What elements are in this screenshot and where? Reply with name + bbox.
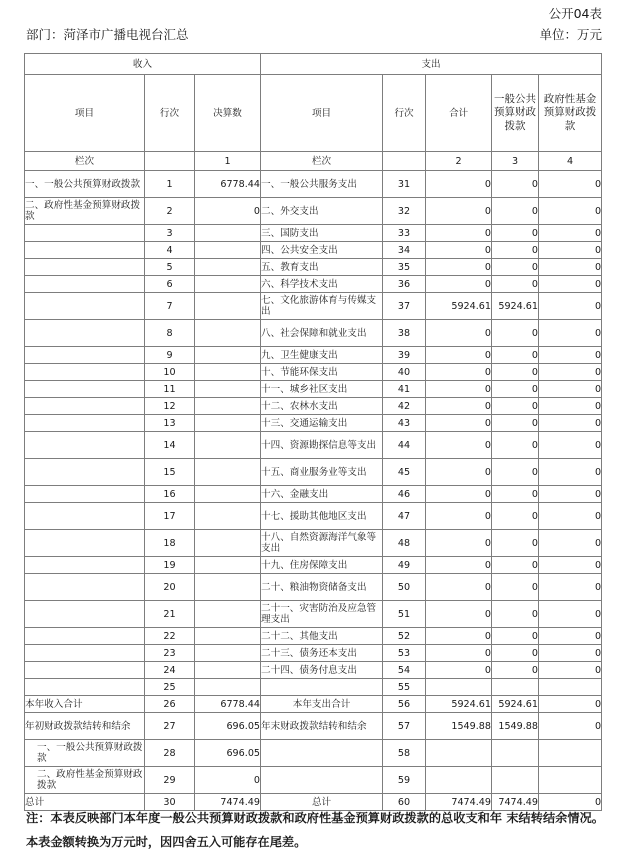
cell-general-public-budget: 0 [492, 662, 539, 679]
cell-expenditure-total: 7474.49 [426, 794, 492, 811]
cell-income-item [25, 645, 145, 662]
cell-expenditure-row-number: 37 [383, 293, 426, 320]
cell-expenditure-row-number: 38 [383, 320, 426, 347]
table-row [25, 767, 602, 794]
cell-income-amount [195, 679, 261, 696]
cell-expenditure-item: 年末财政拨款结转和结余 [261, 713, 383, 740]
cell-expenditure-item: 本年支出合计 [261, 696, 383, 713]
cell-expenditure-row-number: 33 [383, 225, 426, 242]
cell-expenditure-row-number: 60 [383, 794, 426, 811]
cell-general-public-budget [492, 767, 539, 794]
cell-government-fund-budget: 0 [539, 415, 602, 432]
cell-government-fund-budget [539, 679, 602, 696]
table-column-header-row [25, 75, 602, 152]
cell-expenditure-item: 三、国防支出 [261, 225, 383, 242]
table-row [25, 198, 602, 225]
cell-general-public-budget: 5924.61 [492, 696, 539, 713]
cell-expenditure-row-number: 31 [383, 171, 426, 198]
cell-general-public-budget: 0 [492, 601, 539, 628]
cell-income-amount [195, 486, 261, 503]
table-row [25, 432, 602, 459]
cell-general-public-budget: 5924.61 [492, 293, 539, 320]
cell-expenditure-item: 六、科学技术支出 [261, 276, 383, 293]
cell-expenditure-item: 二、外交支出 [261, 198, 383, 225]
table-row [25, 225, 602, 242]
cell-income-item [25, 347, 145, 364]
cell-expenditure-row-number: 54 [383, 662, 426, 679]
cell-expenditure-row-number: 41 [383, 381, 426, 398]
cell-expenditure-total: 0 [426, 662, 492, 679]
cell-income-amount [195, 557, 261, 574]
cell-income-item [25, 242, 145, 259]
cell-general-public-budget: 0 [492, 645, 539, 662]
table-row [25, 259, 602, 276]
cell-income-item [25, 432, 145, 459]
lane-number-total: 2 [426, 152, 492, 171]
cell-expenditure-item: 总计 [261, 794, 383, 811]
cell-expenditure-row-number: 56 [383, 696, 426, 713]
cell-general-public-budget: 0 [492, 486, 539, 503]
cell-expenditure-row-number: 42 [383, 398, 426, 415]
cell-expenditure-row-number: 59 [383, 767, 426, 794]
cell-government-fund-budget: 0 [539, 347, 602, 364]
cell-income-item [25, 628, 145, 645]
cell-expenditure-total: 0 [426, 276, 492, 293]
cell-expenditure-row-number: 44 [383, 432, 426, 459]
cell-income-item [25, 662, 145, 679]
cell-expenditure-total: 5924.61 [426, 696, 492, 713]
cell-expenditure-row-number: 51 [383, 601, 426, 628]
cell-income-item: 一、一般公共预算财政拨款 [25, 740, 145, 767]
cell-general-public-budget: 0 [492, 415, 539, 432]
cell-income-item [25, 259, 145, 276]
cell-expenditure-item [261, 740, 383, 767]
cell-income-row-number: 14 [145, 432, 195, 459]
cell-expenditure-item: 一、一般公共服务支出 [261, 171, 383, 198]
cell-government-fund-budget: 0 [539, 486, 602, 503]
cell-general-public-budget [492, 679, 539, 696]
cell-expenditure-row-number: 39 [383, 347, 426, 364]
column-header-item-income: 项目 [25, 75, 145, 152]
table-row [25, 645, 602, 662]
cell-expenditure-total: 5924.61 [426, 293, 492, 320]
cell-income-item [25, 320, 145, 347]
cell-government-fund-budget: 0 [539, 320, 602, 347]
cell-expenditure-row-number: 35 [383, 259, 426, 276]
cell-government-fund-budget [539, 767, 602, 794]
cell-income-row-number: 29 [145, 767, 195, 794]
table-row [25, 398, 602, 415]
cell-expenditure-item: 十二、农林水支出 [261, 398, 383, 415]
cell-general-public-budget: 0 [492, 530, 539, 557]
cell-income-row-number: 22 [145, 628, 195, 645]
table-group-header-row [25, 54, 602, 75]
cell-expenditure-item: 二十、粮油物资储备支出 [261, 574, 383, 601]
cell-government-fund-budget: 0 [539, 459, 602, 486]
table-row [25, 574, 602, 601]
cell-government-fund-budget: 0 [539, 503, 602, 530]
cell-income-row-number: 18 [145, 530, 195, 557]
cell-general-public-budget [492, 740, 539, 767]
cell-expenditure-row-number: 57 [383, 713, 426, 740]
cell-general-public-budget: 0 [492, 171, 539, 198]
cell-income-item [25, 557, 145, 574]
cell-general-public-budget: 7474.49 [492, 794, 539, 811]
cell-general-public-budget: 0 [492, 242, 539, 259]
cell-income-amount [195, 276, 261, 293]
cell-expenditure-total: 0 [426, 557, 492, 574]
cell-income-row-number: 12 [145, 398, 195, 415]
cell-expenditure-row-number: 46 [383, 486, 426, 503]
cell-income-row-number: 25 [145, 679, 195, 696]
cell-expenditure-item: 十四、资源勘探信息等支出 [261, 432, 383, 459]
cell-government-fund-budget: 0 [539, 574, 602, 601]
table-row [25, 713, 602, 740]
cell-income-item [25, 364, 145, 381]
cell-expenditure-total: 0 [426, 347, 492, 364]
cell-general-public-budget: 1549.88 [492, 713, 539, 740]
cell-expenditure-total: 0 [426, 198, 492, 225]
cell-expenditure-item: 二十二、其他支出 [261, 628, 383, 645]
table-row [25, 662, 602, 679]
lane-number-gov-fund: 4 [539, 152, 602, 171]
cell-expenditure-item [261, 767, 383, 794]
cell-income-row-number: 13 [145, 415, 195, 432]
cell-expenditure-item: 十七、援助其他地区支出 [261, 503, 383, 530]
cell-expenditure-row-number: 58 [383, 740, 426, 767]
meta-line [26, 25, 602, 45]
table-row [25, 530, 602, 557]
cell-expenditure-item: 八、社会保障和就业支出 [261, 320, 383, 347]
column-header-government-fund-budget: 政府性基金预算财政拨款 [539, 75, 602, 152]
table-row [25, 459, 602, 486]
cell-government-fund-budget: 0 [539, 364, 602, 381]
table-row [25, 293, 602, 320]
cell-expenditure-total: 0 [426, 628, 492, 645]
cell-income-amount [195, 259, 261, 276]
cell-income-amount: 696.05 [195, 713, 261, 740]
cell-general-public-budget: 0 [492, 320, 539, 347]
cell-expenditure-item: 十、节能环保支出 [261, 364, 383, 381]
cell-income-amount [195, 432, 261, 459]
cell-expenditure-total: 0 [426, 320, 492, 347]
cell-government-fund-budget: 0 [539, 171, 602, 198]
cell-income-row-number: 5 [145, 259, 195, 276]
group-header-income: 收入 [25, 54, 261, 75]
cell-income-row-number: 20 [145, 574, 195, 601]
cell-income-amount: 0 [195, 198, 261, 225]
cell-general-public-budget: 0 [492, 225, 539, 242]
table-row [25, 276, 602, 293]
cell-income-row-number: 3 [145, 225, 195, 242]
cell-government-fund-budget: 0 [539, 696, 602, 713]
cell-expenditure-row-number: 32 [383, 198, 426, 225]
cell-income-amount [195, 398, 261, 415]
cell-income-amount: 696.05 [195, 740, 261, 767]
cell-government-fund-budget [539, 740, 602, 767]
cell-income-amount [195, 415, 261, 432]
cell-income-amount [195, 503, 261, 530]
cell-expenditure-item: 二十四、债务付息支出 [261, 662, 383, 679]
lane-blank-row-expenditure [383, 152, 426, 171]
lane-number-general-public: 3 [492, 152, 539, 171]
column-header-general-public-budget: 一般公共预算财政拨款 [492, 75, 539, 152]
cell-income-row-number: 8 [145, 320, 195, 347]
cell-income-amount: 0 [195, 767, 261, 794]
cell-income-amount [195, 293, 261, 320]
cell-income-row-number: 26 [145, 696, 195, 713]
cell-government-fund-budget: 0 [539, 225, 602, 242]
cell-general-public-budget: 0 [492, 432, 539, 459]
cell-expenditure-item: 十五、商业服务业等支出 [261, 459, 383, 486]
cell-expenditure-row-number: 55 [383, 679, 426, 696]
budget-table-body [25, 54, 602, 811]
cell-expenditure-total: 1549.88 [426, 713, 492, 740]
cell-income-item: 二、政府性基金预算财政拨款 [25, 198, 145, 225]
cell-expenditure-total: 0 [426, 415, 492, 432]
cell-general-public-budget: 0 [492, 398, 539, 415]
table-row [25, 347, 602, 364]
lane-label-income: 栏次 [25, 152, 145, 171]
cell-income-amount [195, 459, 261, 486]
cell-income-amount [195, 574, 261, 601]
budget-table [24, 53, 602, 811]
cell-income-item [25, 574, 145, 601]
cell-government-fund-budget: 0 [539, 276, 602, 293]
cell-government-fund-budget: 0 [539, 794, 602, 811]
table-row [25, 557, 602, 574]
cell-expenditure-item: 十一、城乡社区支出 [261, 381, 383, 398]
cell-expenditure-total: 0 [426, 574, 492, 601]
cell-income-item: 一、一般公共预算财政拨款 [25, 171, 145, 198]
cell-government-fund-budget: 0 [539, 601, 602, 628]
table-row [25, 242, 602, 259]
cell-government-fund-budget: 0 [539, 198, 602, 225]
cell-expenditure-total: 0 [426, 242, 492, 259]
cell-expenditure-total: 0 [426, 645, 492, 662]
form-code-line [26, 4, 602, 24]
table-row [25, 628, 602, 645]
column-header-row-income: 行次 [145, 75, 195, 152]
cell-expenditure-row-number: 40 [383, 364, 426, 381]
cell-income-row-number: 11 [145, 381, 195, 398]
cell-expenditure-total: 0 [426, 432, 492, 459]
cell-income-item: 年初财政拨款结转和结余 [25, 713, 145, 740]
cell-expenditure-total: 0 [426, 171, 492, 198]
cell-general-public-budget: 0 [492, 364, 539, 381]
cell-income-row-number: 7 [145, 293, 195, 320]
cell-income-amount: 6778.44 [195, 171, 261, 198]
cell-income-amount: 7474.49 [195, 794, 261, 811]
table-lane-row [25, 152, 602, 171]
cell-income-row-number: 23 [145, 645, 195, 662]
cell-expenditure-row-number: 53 [383, 645, 426, 662]
cell-expenditure-row-number: 36 [383, 276, 426, 293]
cell-government-fund-budget: 0 [539, 242, 602, 259]
cell-expenditure-item: 五、教育支出 [261, 259, 383, 276]
cell-income-amount [195, 628, 261, 645]
cell-income-amount: 6778.44 [195, 696, 261, 713]
footnote: 注：本表反映部门本年度一般公共预算财政拨款和政府性基金预算财政拨款的总收支和年 末结转结余情况。本表金额转换为万元时，因四舍五入可能存在尾差。 [26, 811, 604, 849]
cell-expenditure-total: 0 [426, 398, 492, 415]
cell-income-row-number: 30 [145, 794, 195, 811]
cell-income-row-number: 28 [145, 740, 195, 767]
cell-income-item: 本年收入合计 [25, 696, 145, 713]
cell-income-item [25, 601, 145, 628]
table-row [25, 320, 602, 347]
table-row [25, 679, 602, 696]
cell-income-item [25, 398, 145, 415]
cell-expenditure-item: 十三、交通运输支出 [261, 415, 383, 432]
cell-expenditure-item: 二十一、灾害防治及应急管理支出 [261, 601, 383, 628]
cell-income-amount [195, 381, 261, 398]
cell-expenditure-total: 0 [426, 486, 492, 503]
cell-income-amount [195, 347, 261, 364]
department-label: 部门：菏泽市广播电视台汇总 [26, 27, 189, 42]
cell-income-item [25, 276, 145, 293]
cell-income-item [25, 679, 145, 696]
cell-income-amount [195, 662, 261, 679]
cell-general-public-budget: 0 [492, 557, 539, 574]
cell-expenditure-total: 0 [426, 259, 492, 276]
cell-general-public-budget: 0 [492, 459, 539, 486]
cell-expenditure-row-number: 34 [383, 242, 426, 259]
cell-government-fund-budget: 0 [539, 530, 602, 557]
cell-expenditure-total [426, 679, 492, 696]
cell-income-item [25, 530, 145, 557]
cell-expenditure-total [426, 740, 492, 767]
table-row [25, 364, 602, 381]
cell-income-item [25, 293, 145, 320]
cell-government-fund-budget: 0 [539, 557, 602, 574]
column-header-amount-income: 决算数 [195, 75, 261, 152]
table-row [25, 171, 602, 198]
cell-income-amount [195, 242, 261, 259]
cell-income-row-number: 6 [145, 276, 195, 293]
cell-expenditure-row-number: 43 [383, 415, 426, 432]
cell-expenditure-total: 0 [426, 530, 492, 557]
cell-income-row-number: 15 [145, 459, 195, 486]
form-code: 公开04表 [548, 6, 602, 21]
cell-income-item [25, 381, 145, 398]
cell-general-public-budget: 0 [492, 503, 539, 530]
cell-income-item: 总计 [25, 794, 145, 811]
cell-general-public-budget: 0 [492, 347, 539, 364]
table-row [25, 381, 602, 398]
column-header-row-expenditure: 行次 [383, 75, 426, 152]
lane-number-amount-income: 1 [195, 152, 261, 171]
cell-income-row-number: 9 [145, 347, 195, 364]
cell-expenditure-item [261, 679, 383, 696]
cell-expenditure-total: 0 [426, 381, 492, 398]
cell-government-fund-budget: 0 [539, 662, 602, 679]
cell-expenditure-item: 十六、金融支出 [261, 486, 383, 503]
cell-expenditure-item: 十八、自然资源海洋气象等支出 [261, 530, 383, 557]
table-row [25, 415, 602, 432]
cell-expenditure-item: 七、文化旅游体育与传媒支出 [261, 293, 383, 320]
cell-expenditure-item: 十九、住房保障支出 [261, 557, 383, 574]
cell-income-item [25, 415, 145, 432]
cell-income-row-number: 21 [145, 601, 195, 628]
group-header-expenditure: 支出 [261, 54, 602, 75]
unit-label: 单位：万元 [539, 27, 602, 42]
cell-expenditure-total: 0 [426, 225, 492, 242]
table-row [25, 696, 602, 713]
cell-income-row-number: 17 [145, 503, 195, 530]
cell-government-fund-budget: 0 [539, 645, 602, 662]
cell-government-fund-budget: 0 [539, 293, 602, 320]
cell-expenditure-row-number: 52 [383, 628, 426, 645]
cell-general-public-budget: 0 [492, 381, 539, 398]
lane-label-expenditure: 栏次 [261, 152, 383, 171]
cell-income-amount [195, 225, 261, 242]
column-header-item-expenditure: 项目 [261, 75, 383, 152]
cell-general-public-budget: 0 [492, 628, 539, 645]
table-row [25, 486, 602, 503]
cell-income-amount [195, 364, 261, 381]
lane-blank-row-income [145, 152, 195, 171]
cell-government-fund-budget: 0 [539, 381, 602, 398]
cell-expenditure-item: 二十三、债务还本支出 [261, 645, 383, 662]
cell-income-item [25, 503, 145, 530]
cell-general-public-budget: 0 [492, 276, 539, 293]
cell-income-item: 二、政府性基金预算财政拨款 [25, 767, 145, 794]
cell-income-row-number: 2 [145, 198, 195, 225]
cell-government-fund-budget: 0 [539, 259, 602, 276]
cell-income-amount [195, 601, 261, 628]
cell-government-fund-budget: 0 [539, 628, 602, 645]
cell-general-public-budget: 0 [492, 574, 539, 601]
cell-expenditure-total: 0 [426, 601, 492, 628]
cell-general-public-budget: 0 [492, 259, 539, 276]
cell-income-amount [195, 530, 261, 557]
cell-expenditure-row-number: 49 [383, 557, 426, 574]
cell-government-fund-budget: 0 [539, 432, 602, 459]
cell-income-row-number: 16 [145, 486, 195, 503]
table-row [25, 740, 602, 767]
cell-expenditure-total [426, 767, 492, 794]
cell-income-row-number: 27 [145, 713, 195, 740]
cell-income-row-number: 19 [145, 557, 195, 574]
column-header-total: 合计 [426, 75, 492, 152]
cell-expenditure-row-number: 45 [383, 459, 426, 486]
table-row [25, 601, 602, 628]
cell-government-fund-budget: 0 [539, 398, 602, 415]
cell-income-item [25, 486, 145, 503]
cell-income-row-number: 10 [145, 364, 195, 381]
cell-income-amount [195, 645, 261, 662]
table-row [25, 503, 602, 530]
cell-government-fund-budget: 0 [539, 713, 602, 740]
cell-general-public-budget: 0 [492, 198, 539, 225]
cell-expenditure-total: 0 [426, 459, 492, 486]
cell-income-item [25, 225, 145, 242]
cell-income-amount [195, 320, 261, 347]
cell-income-row-number: 4 [145, 242, 195, 259]
cell-expenditure-item: 四、公共安全支出 [261, 242, 383, 259]
cell-expenditure-row-number: 47 [383, 503, 426, 530]
cell-expenditure-total: 0 [426, 364, 492, 381]
cell-expenditure-row-number: 48 [383, 530, 426, 557]
cell-income-row-number: 24 [145, 662, 195, 679]
cell-expenditure-row-number: 50 [383, 574, 426, 601]
cell-expenditure-item: 九、卫生健康支出 [261, 347, 383, 364]
cell-income-item [25, 459, 145, 486]
cell-expenditure-total: 0 [426, 503, 492, 530]
budget-table-container [24, 53, 601, 811]
cell-income-row-number: 1 [145, 171, 195, 198]
